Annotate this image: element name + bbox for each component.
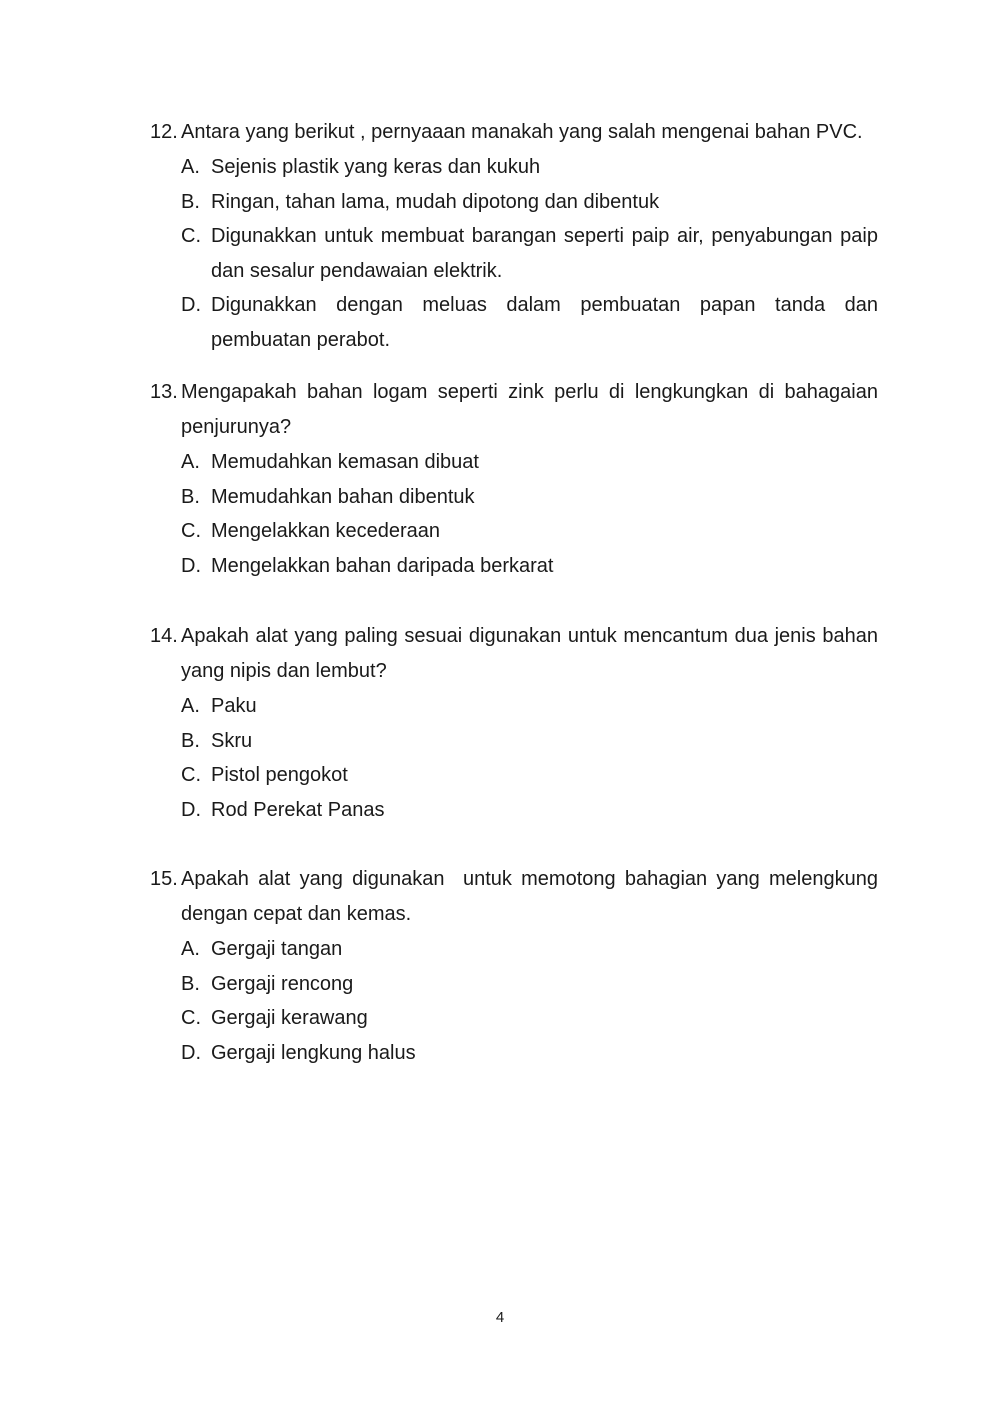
- option-letter: B.: [181, 972, 200, 995]
- question-13: [150, 375, 878, 583]
- option-d: [181, 549, 878, 584]
- option-text: Digunakkan dengan meluas dalam pembuatan papan tanda dan: [211, 294, 878, 316]
- question-number: 13.: [150, 381, 178, 403]
- question-text: Mengapakah bahan logam seperti zink perlu di lengkungkan di bahagaian: [181, 381, 878, 403]
- option-a: [181, 689, 878, 724]
- option-text: Pistol pengokot: [211, 764, 348, 786]
- option-letter: B.: [181, 485, 200, 508]
- question-number: 12.: [150, 121, 178, 143]
- option-text: Gergaji tangan: [211, 938, 343, 960]
- option-letter: A.: [181, 451, 200, 473]
- option-a: [181, 150, 878, 185]
- option-letter: A.: [181, 156, 200, 178]
- option-text: Gergaji lengkung halus: [211, 1041, 416, 1064]
- question-text-continued: dengan cepat dan kemas.: [181, 903, 412, 925]
- option-c: [181, 219, 878, 288]
- question-text: Antara yang berikut , pernyaaan manakah yang salah mengenai bahan PVC.: [181, 121, 863, 143]
- option-letter: C.: [181, 764, 201, 786]
- question-text-continued: penjurunya?: [181, 416, 292, 438]
- option-b: [181, 724, 878, 759]
- option-text: Gergaji rencong: [211, 972, 354, 995]
- question-14: [150, 619, 878, 827]
- option-letter: A.: [181, 938, 200, 960]
- option-list: [181, 150, 878, 357]
- option-c: [181, 514, 878, 549]
- option-text-continued: pembuatan perabot.: [211, 328, 391, 351]
- option-d: [181, 793, 878, 828]
- option-letter: B.: [181, 729, 200, 752]
- option-list: [181, 445, 878, 583]
- option-text: Mengelakkan bahan daripada berkarat: [211, 554, 554, 577]
- option-b: [181, 185, 878, 220]
- question-number: 15.: [150, 868, 178, 890]
- question-15: [150, 862, 878, 1070]
- question-number: 14.: [150, 625, 178, 647]
- option-letter: D.: [181, 554, 201, 577]
- option-text: Ringan, tahan lama, mudah dipotong dan dibentuk: [211, 190, 660, 213]
- question-text: Apakah alat yang digunakan untuk memotong bahagian yang melengkung: [181, 868, 878, 890]
- option-text: Skru: [211, 729, 253, 752]
- question-stem: [150, 619, 878, 689]
- option-text: Sejenis plastik yang keras dan kukuh: [211, 156, 541, 178]
- option-text: Rod Perekat Panas: [211, 798, 385, 821]
- option-letter: D.: [181, 294, 201, 316]
- option-letter: C.: [181, 225, 201, 247]
- option-text: Memudahkan bahan dibentuk: [211, 485, 475, 508]
- question-text: Apakah alat yang paling sesuai digunakan untuk mencantum dua jenis bahan: [181, 625, 878, 647]
- option-letter: D.: [181, 798, 201, 821]
- option-letter: A.: [181, 695, 200, 717]
- page-number: 4: [495, 1309, 505, 1326]
- option-text: Memudahkan kemasan dibuat: [211, 451, 479, 473]
- option-text-continued: dan sesalur pendawaian elektrik.: [211, 259, 503, 282]
- question-stem: [150, 375, 878, 445]
- question-stem: [150, 862, 878, 932]
- question-text-continued: yang nipis dan lembut?: [181, 660, 387, 682]
- option-letter: C.: [181, 520, 201, 542]
- option-a: [181, 445, 878, 480]
- option-letter: C.: [181, 1007, 201, 1029]
- option-d: [181, 1036, 878, 1071]
- option-letter: B.: [181, 190, 200, 213]
- question-stem: [150, 115, 878, 150]
- option-b: [181, 967, 878, 1002]
- option-c: [181, 758, 878, 793]
- option-a: [181, 932, 878, 967]
- option-c: [181, 1001, 878, 1036]
- option-text: Digunakkan untuk membuat barangan seperti paip air, penyabungan paip: [211, 225, 878, 247]
- option-b: [181, 480, 878, 515]
- question-12: [150, 115, 878, 357]
- option-d: [181, 288, 878, 357]
- option-text: Gergaji kerawang: [211, 1007, 368, 1029]
- option-text: Mengelakkan kecederaan: [211, 520, 441, 542]
- option-letter: D.: [181, 1041, 201, 1064]
- option-text: Paku: [211, 695, 257, 717]
- option-list: [181, 932, 878, 1070]
- option-list: [181, 689, 878, 827]
